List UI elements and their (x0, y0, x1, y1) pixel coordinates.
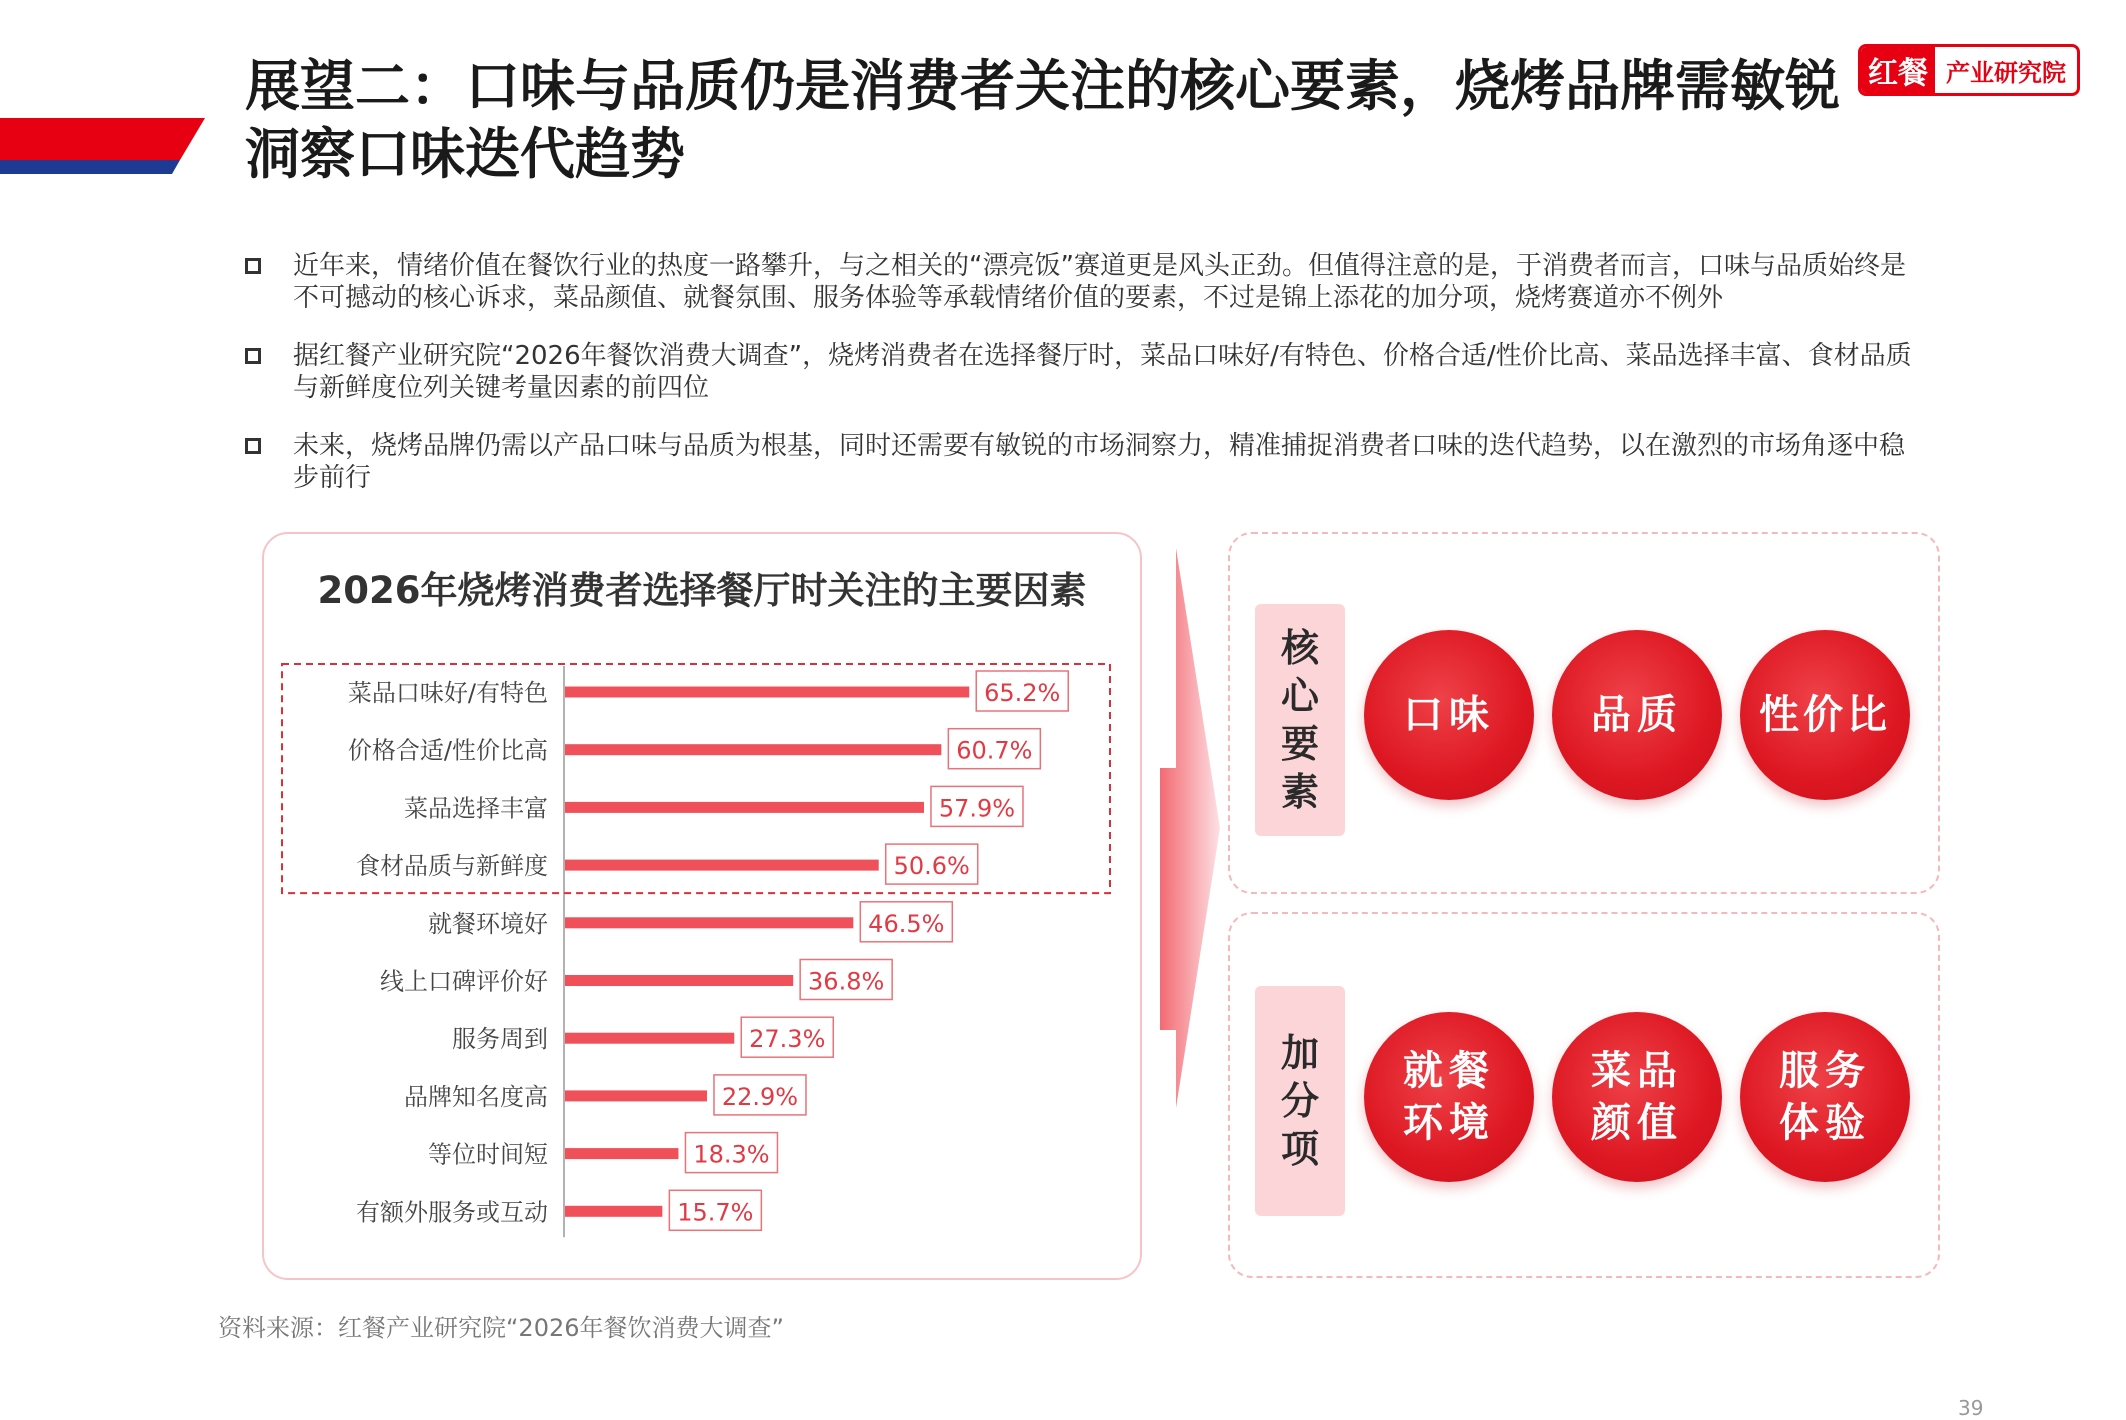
bonus-label (1255, 986, 1345, 1216)
bonus-label-char: 项 (1280, 1127, 1319, 1171)
value-label: 65.2% (984, 679, 1061, 707)
category-label: 菜品选择丰富 (404, 794, 548, 823)
core-factor-text: 口味 (1403, 692, 1495, 738)
value-label: 18.3% (693, 1140, 770, 1169)
core-factor-text: 性价比 (1759, 692, 1891, 738)
bullet-text: 未来，烧烤品牌仍需以产品口味与品质为根基，同时还需要有敏锐的市场洞察力，精准捕捉消费者口味的迭代趋势，以在激烈的市场角逐中稳步前行 (293, 431, 1906, 493)
value-label: 60.7% (956, 736, 1033, 765)
category-label: 品牌知名度高 (404, 1082, 548, 1111)
core-label (1255, 604, 1345, 836)
bonus-factor-environment (1364, 1012, 1534, 1182)
category-label: 有额外服务或互动 (356, 1198, 548, 1227)
right-arrow-icon (1160, 548, 1220, 1108)
chart-title: 2026年烧烤消费者选择餐厅时关注的主要因素 (317, 569, 1087, 612)
category-label: 食材品质与新鲜度 (356, 852, 548, 881)
core-factor-text: 品质 (1591, 692, 1683, 738)
bullet-text: 近年来，情绪价值在餐饮行业的热度一路攀升，与之相关的“漂亮饭”赛道更是风头正劲。但值得注意的是，于消费者而言，口味与品质始终是不可撼动的核心诉求，菜品颜值、就餐氛围、服务体验等承载情绪价值的要素，不过是锦上添花的加分项，烧烤赛道亦不例外 (293, 251, 1906, 313)
bar (565, 1148, 678, 1159)
bar (565, 860, 879, 871)
bar (565, 1033, 734, 1044)
bar-chart (262, 640, 1142, 1240)
square-bullet-icon (245, 258, 261, 274)
bullet-text: 据红餐产业研究院“2026年餐饮消费大调查”，烧烤消费者在选择餐厅时，菜品口味好/有特色、价格合适/性价比高、菜品选择丰富、食材品质与新鲜度位列关键考量因素的前四位 (293, 341, 1912, 403)
bar (565, 802, 924, 813)
bonus-line: 颜值 (1591, 1100, 1683, 1146)
value-label: 27.3% (749, 1025, 826, 1054)
core-label-char: 核 (1280, 626, 1319, 670)
category-label: 菜品口味好/有特色 (347, 679, 548, 707)
bullet-item (245, 250, 1915, 314)
bonus-factor-text (1403, 1045, 1495, 1149)
bonus-line: 体验 (1779, 1100, 1871, 1146)
logo-text: 产业研究院 (1946, 58, 2066, 87)
header-stripe (0, 118, 205, 178)
logo-mark: 红餐 (1861, 47, 1935, 93)
bar (565, 744, 941, 755)
bar (565, 975, 793, 986)
bonus-factor-text (1779, 1045, 1871, 1149)
core-factor-quality (1552, 630, 1722, 800)
bonus-label-char: 加 (1280, 1031, 1319, 1075)
category-label: 服务周到 (452, 1025, 548, 1054)
page-title: 展望二：口味与品质仍是消费者关注的核心要素，烧烤品牌需敏锐洞察口味迭代趋势 (245, 54, 1841, 186)
bonus-label-char: 分 (1280, 1079, 1319, 1123)
square-bullet-icon (245, 438, 261, 454)
source-note: 资料来源：红餐产业研究院“2026年餐饮消费大调查” (218, 1314, 784, 1342)
bullet-item (245, 430, 1915, 494)
bar (565, 687, 969, 698)
core-label-char: 素 (1280, 770, 1319, 814)
bonus-factor-service (1740, 1012, 1910, 1182)
bonus-line: 环境 (1403, 1100, 1495, 1146)
bonus-factor-appearance (1552, 1012, 1722, 1182)
value-label: 36.8% (808, 967, 885, 996)
value-label: 15.7% (677, 1198, 754, 1227)
bonus-line: 就餐 (1403, 1048, 1495, 1094)
bonus-line: 菜品 (1591, 1048, 1683, 1094)
value-label: 46.5% (868, 909, 945, 938)
category-label: 就餐环境好 (428, 909, 548, 938)
category-label: 线上口碑评价好 (380, 967, 548, 996)
core-label-char: 要 (1280, 722, 1319, 766)
bar (565, 917, 853, 928)
value-label: 57.9% (938, 794, 1016, 823)
bar (565, 1206, 662, 1217)
core-label-char: 心 (1280, 674, 1319, 718)
bar (565, 1090, 707, 1101)
category-label: 价格合适/性价比高 (347, 736, 548, 765)
category-label: 等位时间短 (428, 1140, 548, 1169)
square-bullet-icon (245, 348, 261, 364)
bullet-item (245, 340, 1915, 404)
bullet-list (245, 250, 1915, 520)
bonus-factor-text (1591, 1045, 1683, 1149)
page-number: 39 (1958, 1396, 1984, 1420)
value-label: 50.6% (893, 852, 970, 881)
core-factor-taste (1364, 630, 1534, 800)
core-factor-value (1740, 630, 1910, 800)
bonus-line: 服务 (1779, 1048, 1871, 1094)
value-label: 22.9% (721, 1082, 799, 1111)
brand-logo (1858, 44, 2080, 96)
